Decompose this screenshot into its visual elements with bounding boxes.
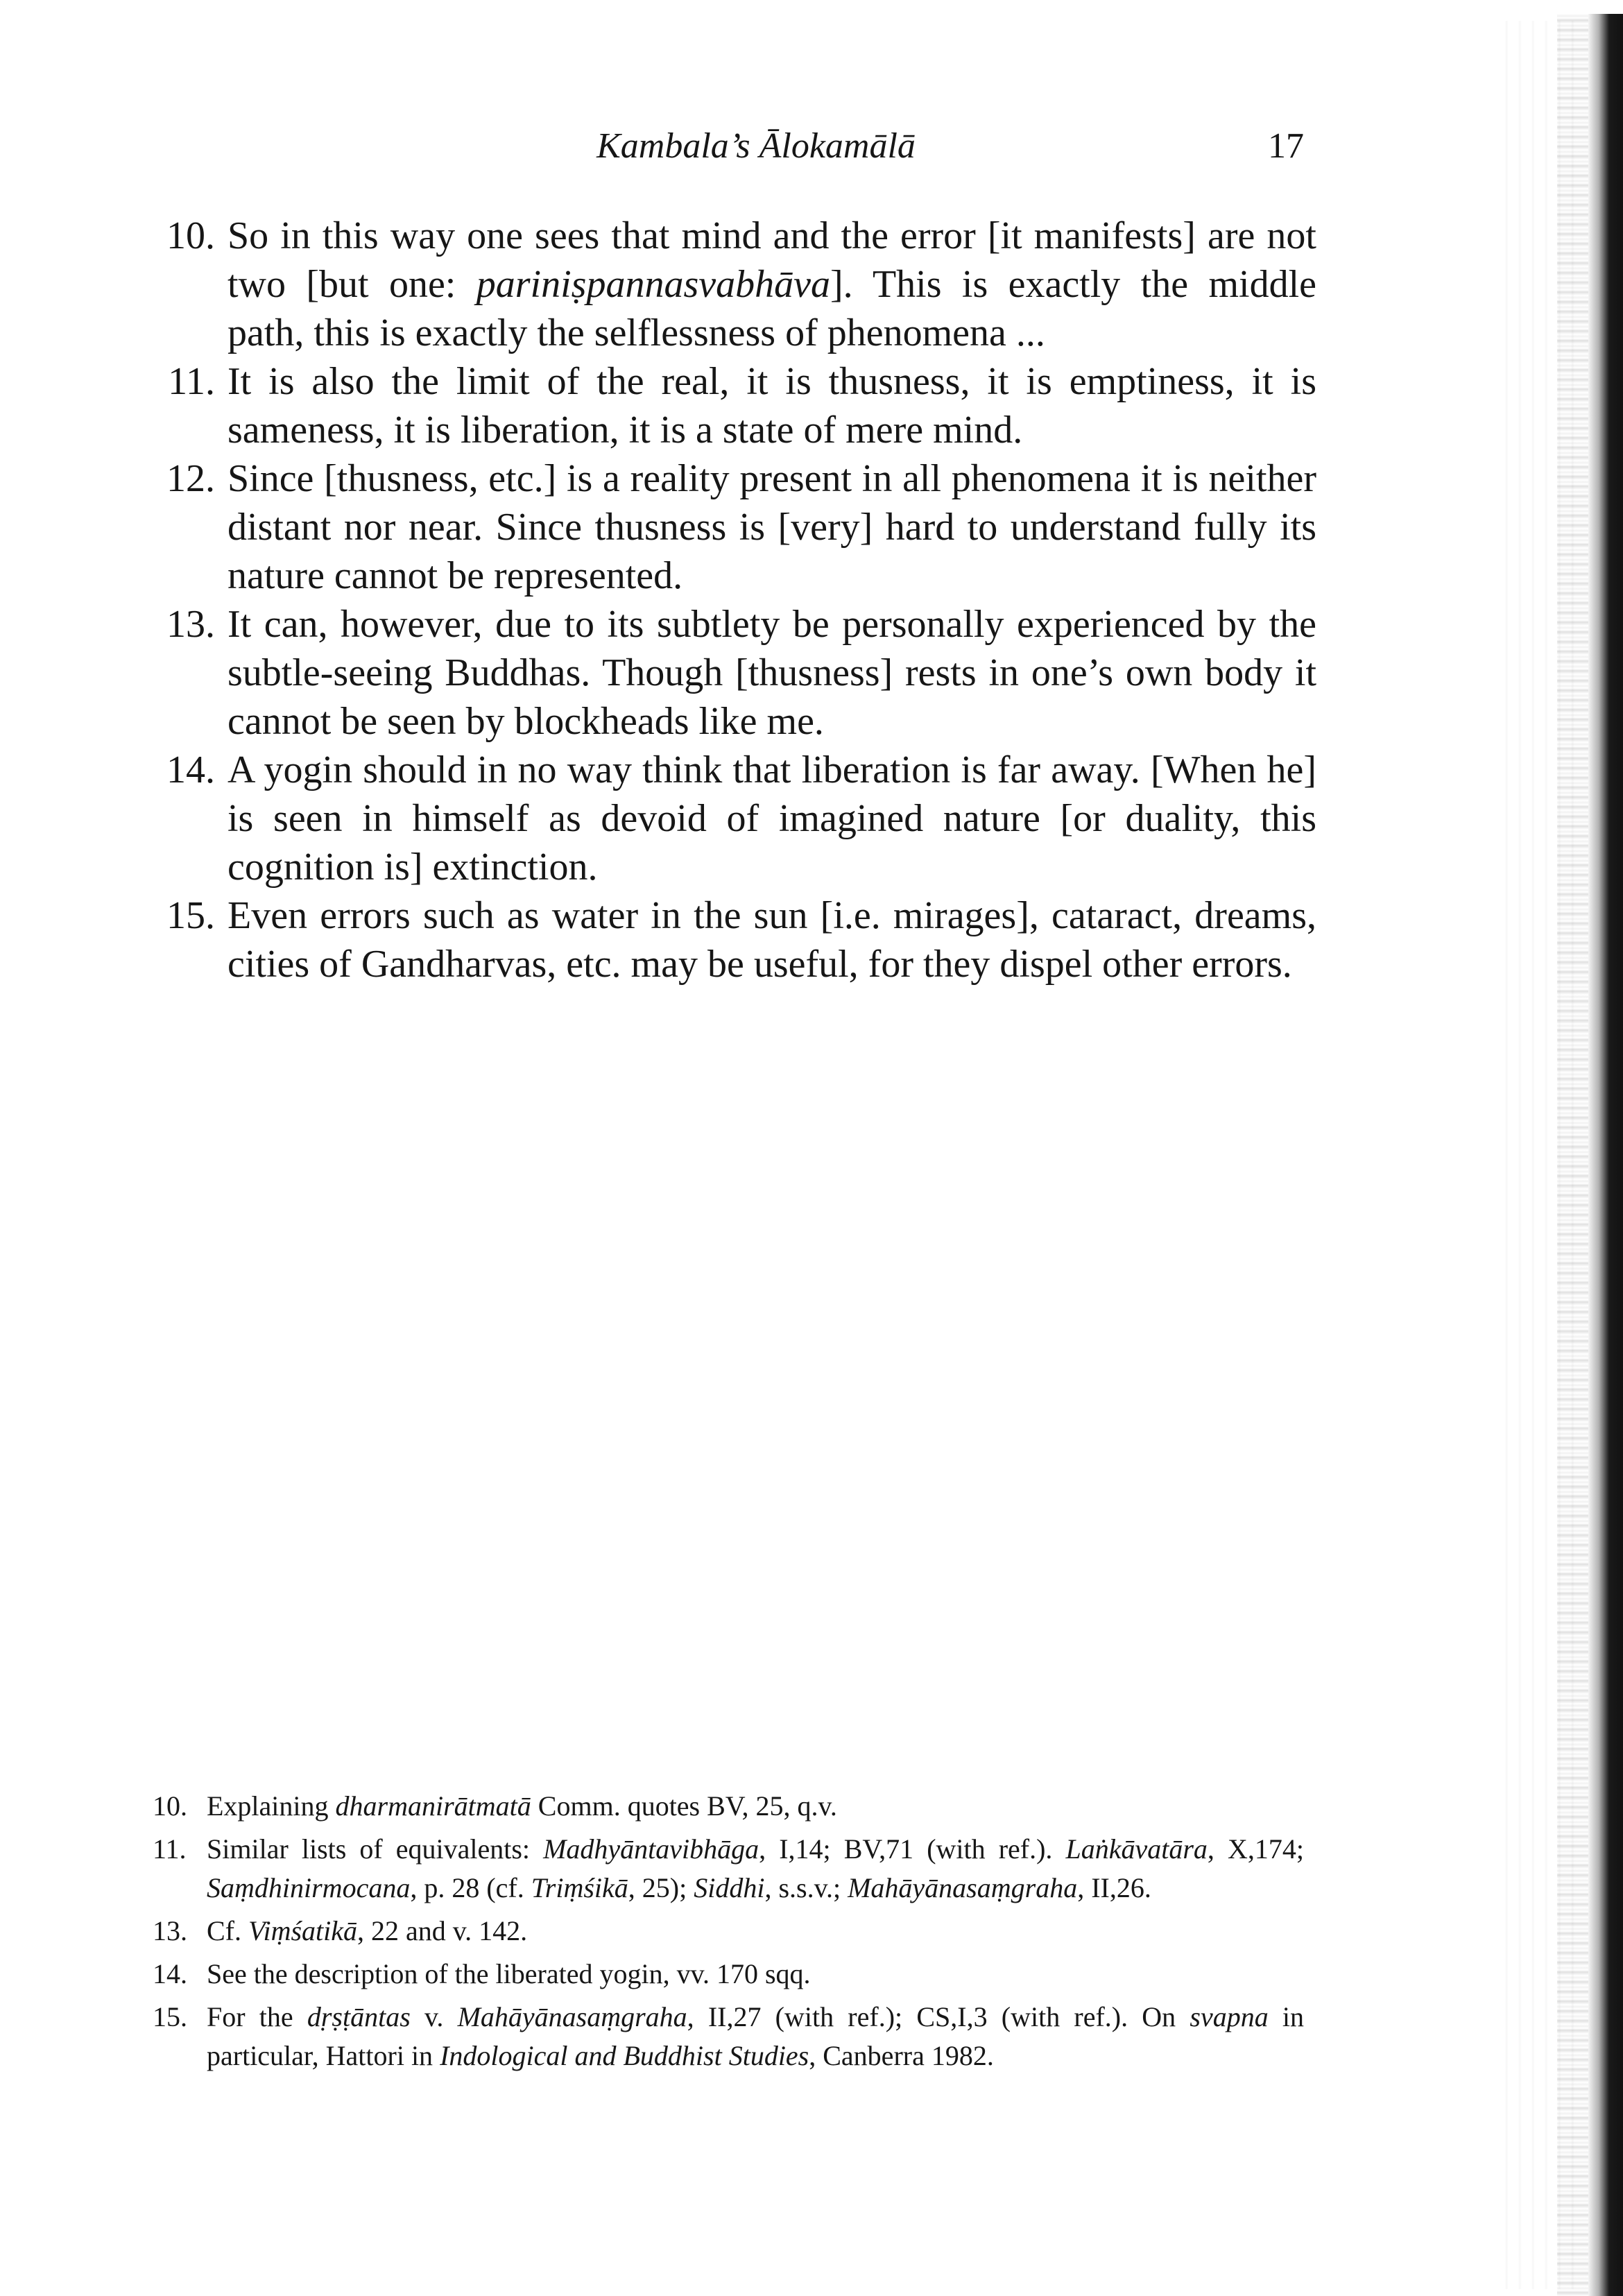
footnote-11	[153, 1830, 1304, 1908]
footnotes	[153, 1787, 1304, 2075]
page-header	[208, 122, 1304, 171]
footnote-text: Cf. Viṃśatikā, 22 and v. 142.	[207, 1915, 528, 1946]
verse-number: 12.	[166, 457, 215, 500]
footnote-13	[153, 1912, 1304, 1951]
verse-10	[151, 212, 1316, 357]
footnote-10	[153, 1787, 1304, 1826]
verse-number: 11.	[168, 360, 215, 403]
footnote-text: See the description of the liberated yogin, vv. 170 sqq.	[207, 1958, 811, 1989]
verse-number: 13.	[166, 603, 215, 646]
page-number: 17	[1268, 126, 1304, 166]
verse-13	[151, 600, 1316, 746]
footnote-15	[153, 1998, 1304, 2075]
footnote-number: 13.	[153, 1915, 187, 1946]
footnote-text: Explaining dharmanirātmatā Comm. quotes BV, 25, q.v.	[207, 1790, 837, 1822]
footnote-number: 14.	[153, 1958, 187, 1989]
footnote-text: Similar lists of equivalents: Madhyāntavibhāga, I,14; BV,71 (with ref.). Laṅkāvatāra, X,174; Saṃdhinirmocana, p. 28 (cf. Triṃśikā, 25); Siddhi, s.s.v.; Mahāyānasaṃgraha, II,26.	[207, 1833, 1304, 1903]
verse-number: 10.	[166, 214, 215, 257]
footnote-number: 11.	[153, 1833, 187, 1865]
footnote-14	[153, 1955, 1304, 1994]
footnote-text: For the dṛṣṭāntas v. Mahāyānasaṃgraha, II,27 (with ref.); CS,I,3 (with ref.). On svapna in particular, Hattori in Indological and Buddhist Studies, Canberra 1982.	[207, 2001, 1305, 2071]
verse-text: Even errors such as water in the sun [i.e. mirages], cataract, dreams, cities of Gandharvas, etc. may be useful, for they dispel other errors.	[227, 894, 1316, 986]
footnote-number: 10.	[153, 1790, 187, 1822]
verse-11	[151, 357, 1316, 454]
verse-14	[151, 746, 1316, 891]
footnote-number: 15.	[153, 2001, 187, 2032]
verse-12	[151, 454, 1316, 600]
verse-number: 14.	[166, 748, 215, 791]
verse-text: Since [thusness, etc.] is a reality present in all phenomena it is neither distant nor near. Since thusness is [very] hard to understand fully its nature cannot be represented.	[227, 457, 1316, 597]
verse-number: 15.	[166, 894, 215, 937]
verse-text: So in this way one sees that mind and the error [it manifests] are not two [but one: pariniṣpannasvabhāva]. This is exactly the middle path, this is exactly the selflessness of phenomena ...	[227, 214, 1316, 354]
verse-list	[151, 212, 1316, 988]
verse-text: A yogin should in no way think that liberation is far away. [When he] is seen in himself as devoid of imagined nature [or duality, this cognition is] extinction.	[227, 748, 1316, 889]
running-title: Kambala’s Ālokamālā	[596, 126, 916, 166]
verse-15	[151, 891, 1316, 988]
scan-edge-shadow	[1588, 14, 1623, 2296]
verse-text: It can, however, due to its subtlety be personally experienced by the subtle-seeing Buddhas. Though [thusness] rests in one’s own body it cannot be seen by blockheads like me.	[227, 603, 1316, 743]
verse-text: It is also the limit of the real, it is thusness, it is emptiness, it is sameness, it is liberation, it is a state of mere mind.	[227, 360, 1316, 452]
